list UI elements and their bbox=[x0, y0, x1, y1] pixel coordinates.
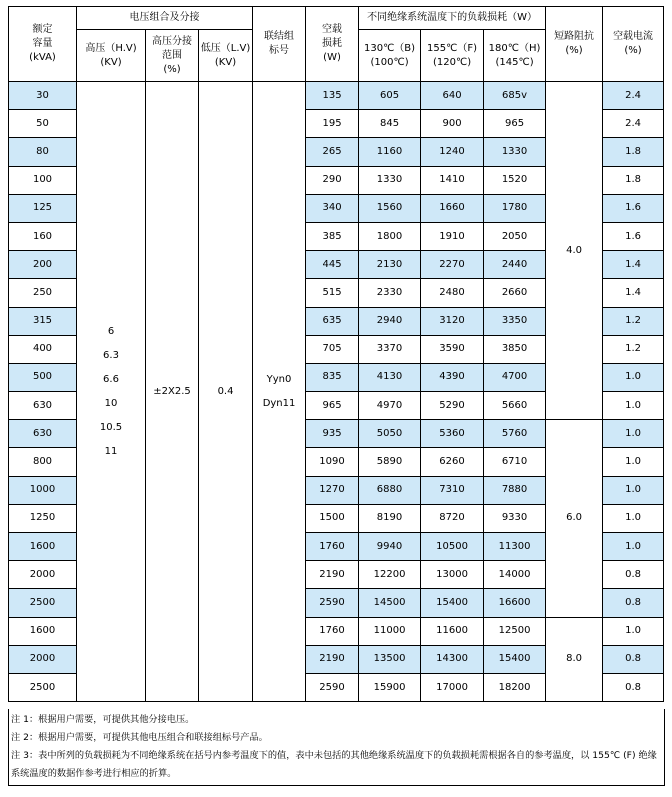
noload-current-cell: 1.2 bbox=[603, 307, 664, 335]
kva-cell: 1000 bbox=[9, 476, 77, 504]
noload-current-cell: 0.8 bbox=[603, 673, 664, 701]
noload-current-cell: 1.2 bbox=[603, 335, 664, 363]
load-loss-h-cell: 3350 bbox=[484, 307, 546, 335]
kva-cell: 500 bbox=[9, 363, 77, 391]
noload-current-cell: 0.8 bbox=[603, 561, 664, 589]
hv-value: 6.3 bbox=[103, 349, 119, 361]
header-voltage-group: 电压组合及分接 bbox=[77, 7, 253, 30]
tap-range-cell: ±2X2.5 bbox=[146, 82, 199, 702]
load-loss-f-cell: 3590 bbox=[421, 335, 484, 363]
noload-current-cell: 1.0 bbox=[603, 476, 664, 504]
load-loss-b-cell: 6880 bbox=[359, 476, 421, 504]
kva-cell: 125 bbox=[9, 194, 77, 222]
load-loss-f-cell: 17000 bbox=[421, 673, 484, 701]
header-impedance: 短路阻抗 (%) bbox=[546, 7, 603, 82]
impedance-cell: 6.0 bbox=[546, 420, 603, 617]
kva-cell: 200 bbox=[9, 251, 77, 279]
noload-current-cell: 1.6 bbox=[603, 194, 664, 222]
kva-cell: 250 bbox=[9, 279, 77, 307]
load-loss-b-cell: 2330 bbox=[359, 279, 421, 307]
load-loss-f-cell: 4390 bbox=[421, 363, 484, 391]
noload-current-cell: 1.8 bbox=[603, 166, 664, 194]
load-loss-b-cell: 1160 bbox=[359, 138, 421, 166]
noload-loss-cell: 1090 bbox=[306, 448, 359, 476]
header-load-loss-group: 不同绝缘系统温度下的负载损耗（W） bbox=[359, 7, 546, 30]
kva-cell: 30 bbox=[9, 82, 77, 110]
load-loss-b-cell: 1800 bbox=[359, 222, 421, 250]
load-loss-f-cell: 2270 bbox=[421, 251, 484, 279]
header-lv: 低压（L.V) (KV) bbox=[199, 30, 253, 82]
load-loss-f-cell: 8720 bbox=[421, 504, 484, 532]
load-loss-h-cell: 11300 bbox=[484, 533, 546, 561]
noload-loss-cell: 2190 bbox=[306, 561, 359, 589]
table-row bbox=[9, 82, 664, 110]
load-loss-f-cell: 11600 bbox=[421, 617, 484, 645]
load-loss-b-cell: 8190 bbox=[359, 504, 421, 532]
kva-cell: 80 bbox=[9, 138, 77, 166]
noload-current-cell: 0.8 bbox=[603, 645, 664, 673]
load-loss-h-cell: 12500 bbox=[484, 617, 546, 645]
noload-current-cell: 1.0 bbox=[603, 363, 664, 391]
noload-loss-cell: 265 bbox=[306, 138, 359, 166]
header-capacity: 额定 容量 (kVA) bbox=[9, 7, 77, 82]
noload-loss-cell: 135 bbox=[306, 82, 359, 110]
transformer-spec-table bbox=[8, 6, 664, 702]
load-loss-h-cell: 3850 bbox=[484, 335, 546, 363]
kva-cell: 315 bbox=[9, 307, 77, 335]
noload-current-cell: 1.8 bbox=[603, 138, 664, 166]
noload-loss-cell: 385 bbox=[306, 222, 359, 250]
load-loss-b-cell: 1560 bbox=[359, 194, 421, 222]
load-loss-b-cell: 2940 bbox=[359, 307, 421, 335]
load-loss-h-cell: 2050 bbox=[484, 222, 546, 250]
conn-group-value: Yyn0 bbox=[266, 373, 292, 385]
noload-loss-cell: 835 bbox=[306, 363, 359, 391]
kva-cell: 1600 bbox=[9, 533, 77, 561]
header-tap-range: 高压分接 范围 (%) bbox=[146, 30, 199, 82]
kva-cell: 2500 bbox=[9, 673, 77, 701]
load-loss-f-cell: 1910 bbox=[421, 222, 484, 250]
load-loss-f-cell: 5290 bbox=[421, 392, 484, 420]
header-noload-loss: 空载 损耗 (W) bbox=[306, 7, 359, 82]
note-1: 注 1：根据用户需要，可提供其他分接电压。 bbox=[11, 714, 195, 725]
kva-cell: 160 bbox=[9, 222, 77, 250]
load-loss-f-cell: 640 bbox=[421, 82, 484, 110]
noload-current-cell: 1.0 bbox=[603, 392, 664, 420]
load-loss-b-cell: 5050 bbox=[359, 420, 421, 448]
kva-cell: 400 bbox=[9, 335, 77, 363]
load-loss-h-cell: 4700 bbox=[484, 363, 546, 391]
load-loss-b-cell: 1330 bbox=[359, 166, 421, 194]
load-loss-h-cell: 5760 bbox=[484, 420, 546, 448]
load-loss-b-cell: 2130 bbox=[359, 251, 421, 279]
load-loss-f-cell: 1240 bbox=[421, 138, 484, 166]
conn-group-list bbox=[253, 368, 305, 416]
noload-current-cell: 2.4 bbox=[603, 110, 664, 138]
noload-loss-cell: 2190 bbox=[306, 645, 359, 673]
hv-value: 11 bbox=[104, 445, 118, 457]
kva-cell: 50 bbox=[9, 110, 77, 138]
load-loss-f-cell: 15400 bbox=[421, 589, 484, 617]
load-loss-h-cell: 1330 bbox=[484, 138, 546, 166]
load-loss-h-cell: 9330 bbox=[484, 504, 546, 532]
noload-loss-cell: 965 bbox=[306, 392, 359, 420]
load-loss-b-cell: 9940 bbox=[359, 533, 421, 561]
load-loss-f-cell: 900 bbox=[421, 110, 484, 138]
noload-current-cell: 1.0 bbox=[603, 533, 664, 561]
load-loss-f-cell: 10500 bbox=[421, 533, 484, 561]
load-loss-b-cell: 11000 bbox=[359, 617, 421, 645]
noload-loss-cell: 1760 bbox=[306, 533, 359, 561]
header-temp-h: 180℃（H) (145℃) bbox=[484, 30, 546, 82]
load-loss-h-cell: 7880 bbox=[484, 476, 546, 504]
kva-cell: 630 bbox=[9, 392, 77, 420]
kva-cell: 1600 bbox=[9, 617, 77, 645]
noload-loss-cell: 340 bbox=[306, 194, 359, 222]
noload-current-cell: 1.0 bbox=[603, 504, 664, 532]
impedance-cell: 4.0 bbox=[546, 82, 603, 420]
load-loss-b-cell: 12200 bbox=[359, 561, 421, 589]
hv-value: 10 bbox=[104, 397, 118, 409]
noload-loss-cell: 515 bbox=[306, 279, 359, 307]
lv-cell: 0.4 bbox=[199, 82, 253, 702]
load-loss-b-cell: 14500 bbox=[359, 589, 421, 617]
load-loss-h-cell: 18200 bbox=[484, 673, 546, 701]
load-loss-h-cell: 16600 bbox=[484, 589, 546, 617]
noload-loss-cell: 1500 bbox=[306, 504, 359, 532]
noload-loss-cell: 705 bbox=[306, 335, 359, 363]
load-loss-h-cell: 5660 bbox=[484, 392, 546, 420]
impedance-cell: 8.0 bbox=[546, 617, 603, 702]
kva-cell: 800 bbox=[9, 448, 77, 476]
hv-value: 6.6 bbox=[103, 373, 119, 385]
noload-current-cell: 2.4 bbox=[603, 82, 664, 110]
conn-group-value: Dyn11 bbox=[262, 397, 296, 409]
load-loss-f-cell: 14300 bbox=[421, 645, 484, 673]
load-loss-h-cell: 6710 bbox=[484, 448, 546, 476]
note-3: 注 3：表中所列的负载损耗为不同绝缘系统在括号内参考温度下的值，表中未包括的其他绝缘系统温度下的负载损耗需根据各自的参考温度，以 155℃ (F) 绝缘系统温度的数据作参考进行相应的折算。 bbox=[11, 750, 657, 779]
header-hv: 高压（H.V) (KV) bbox=[77, 30, 146, 82]
noload-loss-cell: 195 bbox=[306, 110, 359, 138]
load-loss-b-cell: 4130 bbox=[359, 363, 421, 391]
load-loss-f-cell: 5360 bbox=[421, 420, 484, 448]
load-loss-b-cell: 4970 bbox=[359, 392, 421, 420]
kva-cell: 2000 bbox=[9, 645, 77, 673]
noload-loss-cell: 2590 bbox=[306, 589, 359, 617]
hv-value: 10.5 bbox=[99, 421, 123, 433]
kva-cell: 100 bbox=[9, 166, 77, 194]
load-loss-b-cell: 13500 bbox=[359, 645, 421, 673]
noload-loss-cell: 635 bbox=[306, 307, 359, 335]
table-body bbox=[9, 82, 664, 702]
header-temp-f: 155℃（F) (120℃) bbox=[421, 30, 484, 82]
load-loss-f-cell: 6260 bbox=[421, 448, 484, 476]
load-loss-h-cell: 965 bbox=[484, 110, 546, 138]
load-loss-f-cell: 1410 bbox=[421, 166, 484, 194]
kva-cell: 630 bbox=[9, 420, 77, 448]
header-temp-b: 130℃（B) (100℃) bbox=[359, 30, 421, 82]
noload-loss-cell: 2590 bbox=[306, 673, 359, 701]
note-2: 注 2：根据用户需要，可提供其他电压组合和联接组标号产品。 bbox=[11, 732, 268, 743]
noload-current-cell: 1.0 bbox=[603, 420, 664, 448]
noload-current-cell: 1.0 bbox=[603, 617, 664, 645]
load-loss-h-cell: 2660 bbox=[484, 279, 546, 307]
noload-current-cell: 1.4 bbox=[603, 279, 664, 307]
noload-loss-cell: 1270 bbox=[306, 476, 359, 504]
load-loss-f-cell: 13000 bbox=[421, 561, 484, 589]
load-loss-b-cell: 845 bbox=[359, 110, 421, 138]
kva-cell: 2500 bbox=[9, 589, 77, 617]
header-noload-current: 空载电流 (%) bbox=[603, 7, 664, 82]
conn-group-cell bbox=[253, 82, 306, 702]
noload-current-cell: 0.8 bbox=[603, 589, 664, 617]
load-loss-h-cell: 1520 bbox=[484, 166, 546, 194]
load-loss-h-cell: 2440 bbox=[484, 251, 546, 279]
hv-values-list bbox=[77, 320, 145, 464]
noload-loss-cell: 445 bbox=[306, 251, 359, 279]
load-loss-b-cell: 15900 bbox=[359, 673, 421, 701]
load-loss-f-cell: 7310 bbox=[421, 476, 484, 504]
noload-loss-cell: 1760 bbox=[306, 617, 359, 645]
load-loss-b-cell: 605 bbox=[359, 82, 421, 110]
load-loss-h-cell: 685v bbox=[484, 82, 546, 110]
header-conn-group: 联结组 标号 bbox=[253, 7, 306, 82]
kva-cell: 2000 bbox=[9, 561, 77, 589]
hv-values-cell bbox=[77, 82, 146, 702]
load-loss-b-cell: 3370 bbox=[359, 335, 421, 363]
noload-loss-cell: 290 bbox=[306, 166, 359, 194]
load-loss-h-cell: 15400 bbox=[484, 645, 546, 673]
noload-current-cell: 1.0 bbox=[603, 448, 664, 476]
load-loss-h-cell: 1780 bbox=[484, 194, 546, 222]
hv-value: 6 bbox=[107, 325, 115, 337]
load-loss-f-cell: 1660 bbox=[421, 194, 484, 222]
load-loss-f-cell: 2480 bbox=[421, 279, 484, 307]
noload-loss-cell: 935 bbox=[306, 420, 359, 448]
load-loss-f-cell: 3120 bbox=[421, 307, 484, 335]
noload-current-cell: 1.4 bbox=[603, 251, 664, 279]
load-loss-b-cell: 5890 bbox=[359, 448, 421, 476]
footnotes bbox=[8, 709, 665, 786]
kva-cell: 1250 bbox=[9, 504, 77, 532]
noload-current-cell: 1.6 bbox=[603, 222, 664, 250]
load-loss-h-cell: 14000 bbox=[484, 561, 546, 589]
